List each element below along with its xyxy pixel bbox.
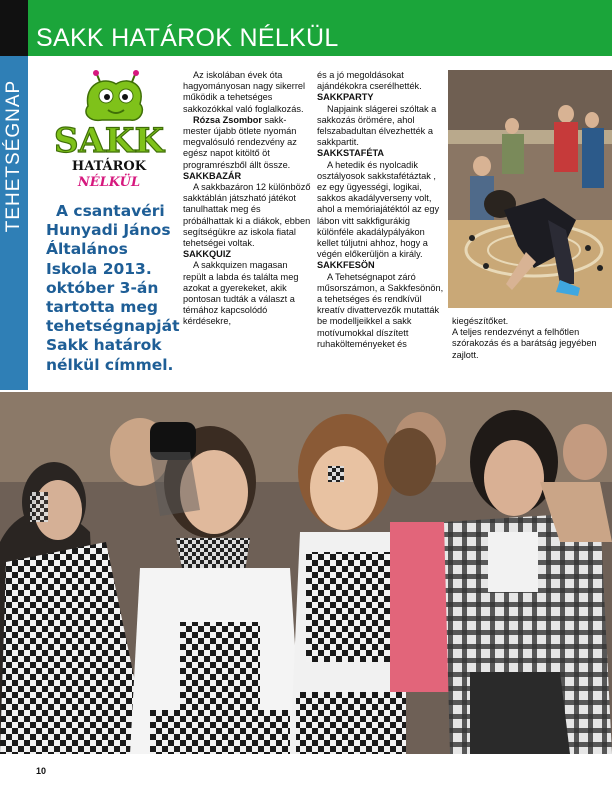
intro-line: Hunyadi János: [46, 221, 171, 240]
article-column-1: [183, 70, 311, 388]
article-paragraph: A hetedik és nyolcadik osztályosok sakkstafétáztak , ez egy ügyességi, logikai, sakkos akadályverseny volt, ahol a memóriajátéktól az egy lábon vitt sakkfigurákig különféle akadálypályákon kellet túljutni ahhoz, hogy a végén előkerüljön a király.: [317, 159, 440, 260]
logo-mascot: [86, 81, 142, 120]
section-heading: SAKKBAZÁR: [183, 170, 242, 181]
article-paragraph: A sakkquizen magasan repült a labda és találta meg azokat a gyerekeket, akik pontosan tudták a választ a témához kapcsolódó kérdésekre,: [183, 260, 299, 327]
intro-line: Sakk határok: [46, 336, 162, 355]
section-heading: SAKKSTAFÉTA: [317, 148, 385, 159]
article-paragraph: kiegészítőket.: [452, 316, 509, 326]
article-paragraph: A sakkbazáron 12 különböző sakktáblán játszható játékot tanulhattak meg és próbálhattak ki a diákok, ebben segítségükre az iskola fiatal tehetségei voltak.: [183, 182, 311, 249]
article-paragraph: Napjaink slágerei szóltak a sakkozás örömére, ahol felszabadultan élvezhették a sakkpartit.: [317, 103, 437, 148]
section-label: [0, 56, 28, 256]
article-paragraph-rest: sakk-mester újabb ötlete nyomán megvalósuló rendezvény az egész napot kitöltő öt programrészből állt össze.: [183, 114, 297, 170]
chess-fashion-show-photo: [0, 392, 612, 754]
article-column-3: [452, 316, 602, 361]
article-paragraph: és a jó megoldásokat ajándékokra cserélhették.: [317, 70, 422, 92]
section-heading: SAKKPARTY: [317, 92, 374, 103]
chess-relay-photo: [448, 70, 612, 308]
intro-line: A csantavéri: [56, 202, 165, 220]
section-label-text: TEHETSÉGNAP: [3, 79, 24, 233]
page-title: SAKK HATÁROK NÉLKÜL: [36, 24, 339, 52]
person-name: Rózsa Zsombor: [193, 114, 262, 125]
logo-word-sakk: SAKK: [53, 121, 165, 161]
logo-word-hatarok: HATÁROK: [71, 159, 147, 174]
logo-word-nelkul: NÉLKÜL: [77, 175, 141, 190]
header-corner-block: [0, 0, 28, 56]
intro-line: tehetségnapját: [46, 317, 180, 336]
intro-text: [46, 202, 180, 375]
sakk-hatarok-nelkul-logo: [44, 70, 174, 190]
page-number: 10: [36, 766, 47, 776]
article-paragraph: Az iskolában évek óta hagyományosan nagy sikerrel működik a tehetséges sakkozókkal való foglalkozás.: [183, 70, 306, 114]
intro-line: október 3-án: [46, 278, 159, 297]
article-paragraph: A Tehetségnapot záró műsorszámon, a Sakkfesönön, a tehetséges és rendkívül kreatív divattervezők mutatták be modelljeikkel a sakk motívumokkal díszített ruhakölteményeket és: [317, 271, 444, 349]
article-column-2: [317, 70, 445, 388]
article-paragraph: A teljes rendezvényt a felhőtlen szórakozás és a barátság jegyében zajlott.: [452, 327, 597, 360]
section-heading: SAKKFESÖN: [317, 260, 375, 271]
article-paragraph: [183, 115, 311, 171]
intro-line: Iskola 2013.: [46, 259, 152, 278]
intro-line: tartotta meg: [46, 298, 159, 317]
intro-line: nélkül címmel.: [46, 355, 174, 374]
intro-line: Általános: [46, 240, 128, 259]
section-heading: SAKKQUIZ: [183, 249, 231, 260]
